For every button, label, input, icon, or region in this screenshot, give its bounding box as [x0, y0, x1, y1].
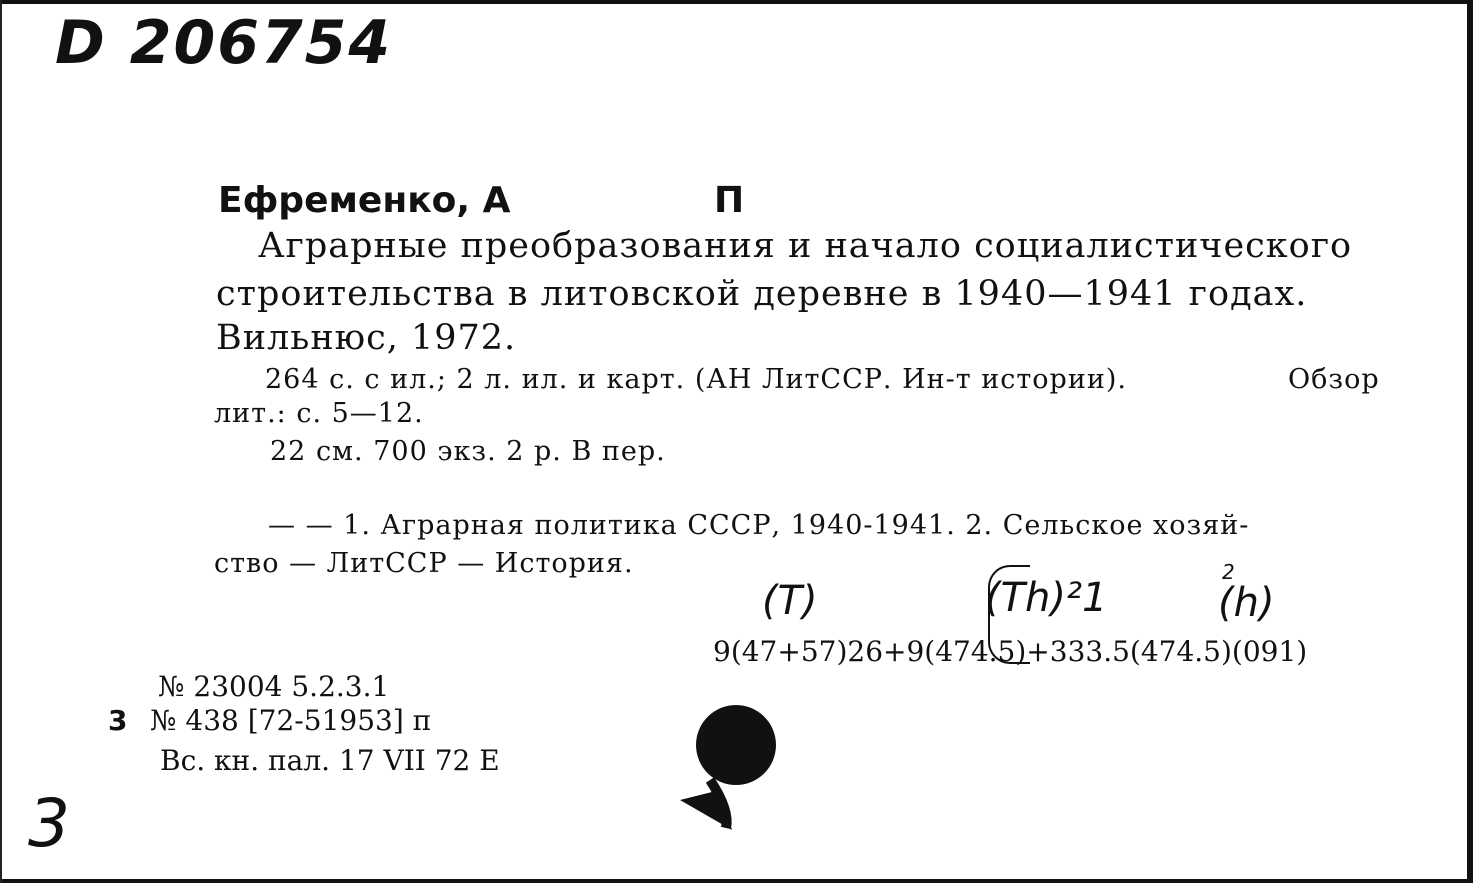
- title-line-1: Аграрные преобразования и начало социалистического: [258, 226, 1353, 266]
- physical-description-line-3: 22 см. 700 экз. 2 р. В пер.: [270, 436, 666, 467]
- handwritten-index-a: (Т): [762, 578, 818, 624]
- handwritten-index-b: (Тh)²1: [985, 575, 1108, 621]
- physical-description-line-1-end: Обзор: [1288, 364, 1380, 395]
- handwritten-index-c: (h): [1218, 580, 1275, 626]
- card-left-edge: [0, 0, 2, 883]
- physical-description-line-2: лит.: с. 5—12.: [214, 398, 424, 429]
- title-line-2: строительства в литовской деревне в 1940—1941 годах.: [216, 274, 1308, 314]
- subject-headings-line-1: — — 1. Аграрная политика СССР, 1940-1941. 2. Сельское хозяй-: [268, 510, 1250, 541]
- shelfmark: D 206754: [55, 8, 393, 78]
- registry-line-2: № 438 [72-51953] п: [150, 704, 432, 737]
- card-right-edge: [1467, 0, 1473, 883]
- card-bottom-edge: [0, 879, 1473, 883]
- title-line-3: Вильнюс, 1972.: [216, 318, 517, 358]
- physical-description-line-1: 264 с. с ил.; 2 л. ил. и карт. (АН ЛитССР. Ин-т истории).: [265, 364, 1127, 395]
- registry-line-2-digit: 3: [108, 704, 128, 737]
- classification-code: 9(47+57)26+9(474.5)+333.5(474.5)(091): [713, 635, 1308, 668]
- ink-blot-mark: [660, 690, 790, 835]
- subject-headings-line-2: ство — ЛитССР — История.: [214, 548, 634, 579]
- registry-line-1: № 23004 5.2.3.1: [158, 670, 390, 703]
- author-patronymic-initial: П: [714, 180, 745, 221]
- handwritten-index-c-superscript: 2: [1222, 560, 1235, 584]
- handwritten-number: 3: [28, 785, 70, 862]
- author-heading: Ефременко, А: [218, 180, 511, 221]
- registry-line-3: Вс. кн. пал. 17 VII 72 Е: [160, 744, 500, 777]
- card-top-edge: [0, 0, 1473, 4]
